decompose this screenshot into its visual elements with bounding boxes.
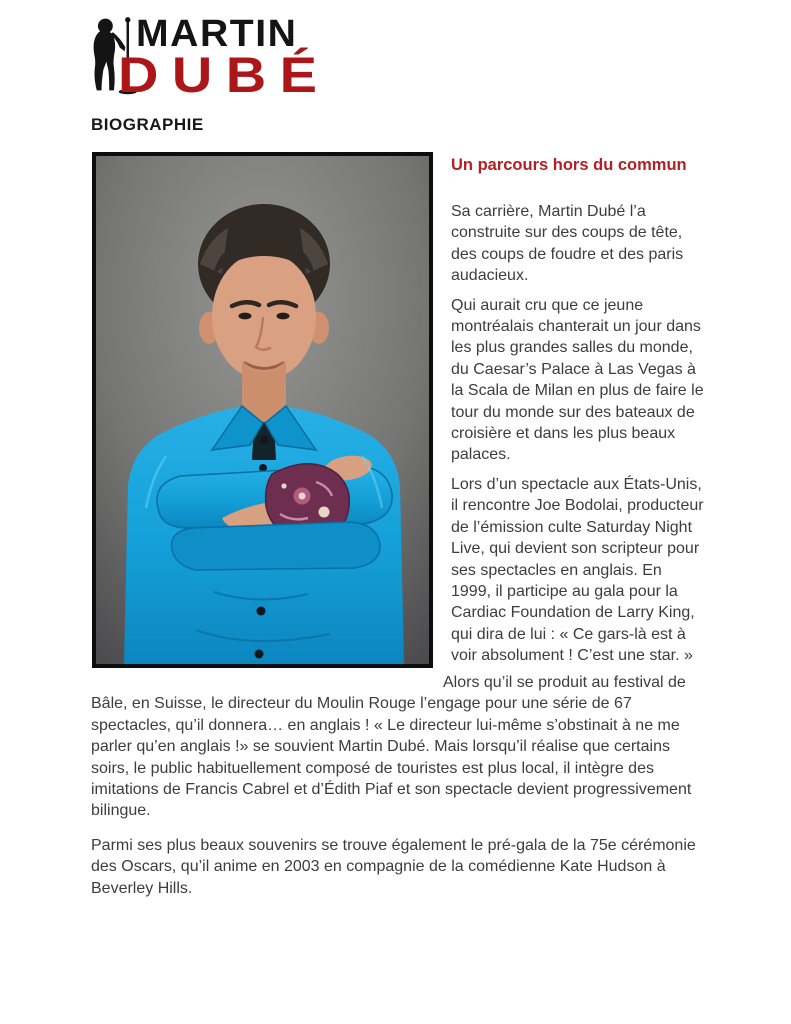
section-subheading: Un parcours hors du commun <box>451 156 687 174</box>
page-title: BIOGRAPHIE <box>91 115 204 134</box>
portrait-illustration <box>96 156 429 664</box>
bio-paragraph-2: Qui aurait cru que ce jeune montréalais chanterait un jour dans les plus grandes salles du monde, du Caesar’s Palace à Las Vegas à la Scala de Milan en plus de faire le tour du monde sur des bateaux de croisière et dans les plus beaux palaces. <box>451 296 704 464</box>
bio-paragraph-1: Sa carrière, Martin Dubé l’a construite sur des coups de tête, des coups de foudre et des paris audacieux. <box>451 203 684 285</box>
logo-text-last-name: DUBÉ <box>118 47 331 103</box>
bio-paragraph-3: Lors d’un spectacle aux États-Unis, il rencontre Joe Bodolai, producteur de l’émission culte Saturday Night Live, qui devient son scripteur pour ses spectacles en anglais. En 1999, il participe au gala pour la Cardiac Foundation de Larry King, qui dira de lui : « Ce gars-là est à voir absolument ! C’est une star. » <box>451 475 704 665</box>
logo <box>84 14 344 108</box>
bio-paragraph-4: Alors qu’il se produit au festival de Bâle, en Suisse, le directeur du Moulin Rouge l’engage pour une série de 67 spectacles, qu’il donnera… en anglais ! « Le directeur lui-même s’obstinait à ne me parler qu’en anglais !» se souvient Martin Dubé. Mais lorsqu’il réalise que certains soirs, le public habituellement composé de touristes est plus local, il intègre des imitations de Francis Cabrel et d’Édith Piaf et son spectacle devient progressivement bilingue. <box>91 674 692 820</box>
body-text <box>91 672 703 899</box>
logo-text-first-name: MARTIN <box>136 13 298 55</box>
intro-column <box>451 155 704 667</box>
portrait-photo <box>92 152 433 668</box>
bio-paragraph-5: Parmi ses plus beaux souvenirs se trouve également le pré-gala de la 75e cérémonie des Oscars, qu’il anime en 2003 en compagnie de la comédienne Kate Hudson à Beverley Hills. <box>91 836 696 897</box>
